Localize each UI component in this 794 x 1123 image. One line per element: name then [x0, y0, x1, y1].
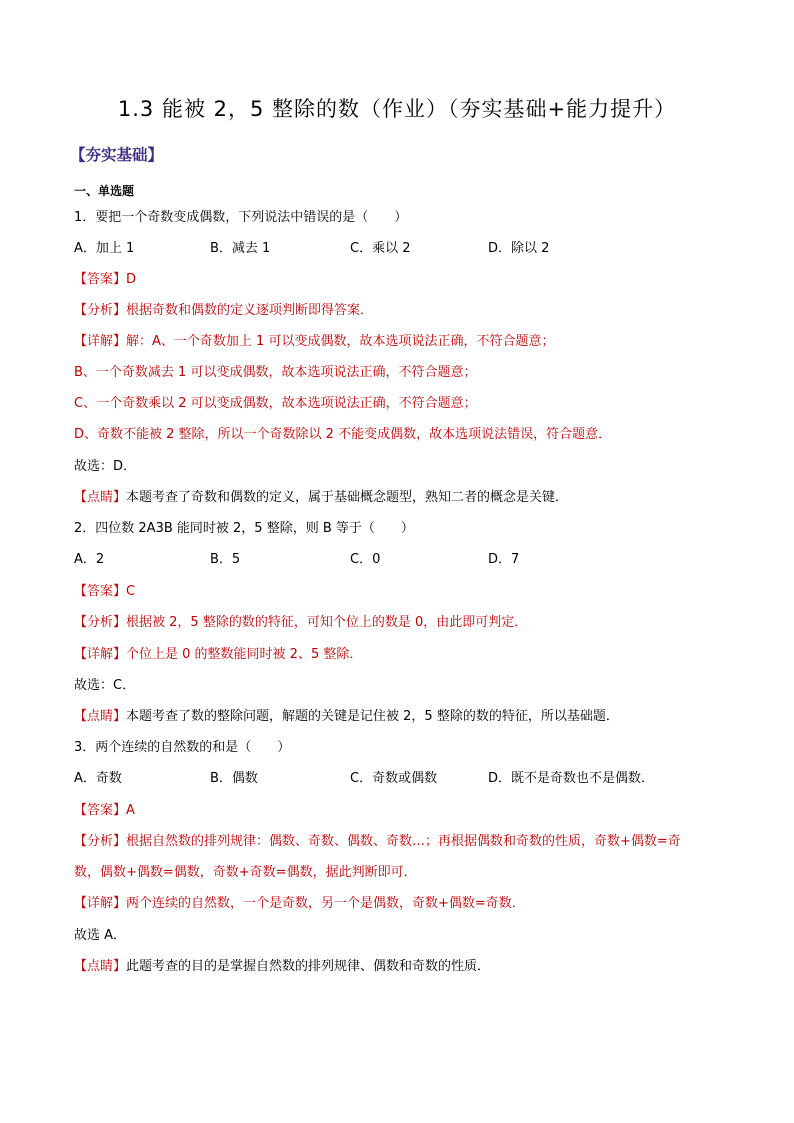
- comment-text: 本题考查了数的整除问题，解题的关键是记住被 2，5 整除的数的特征，所以基础题．: [126, 709, 619, 724]
- option-c: C．0: [350, 552, 381, 567]
- analysis-text: 根据奇数和偶数的定义逐项判断即得答案．: [126, 303, 374, 318]
- detail-line: [74, 643, 362, 662]
- analysis-line: [74, 611, 527, 630]
- question-stem: 3．两个连续的自然数的和是（ ）: [74, 740, 291, 755]
- answer-value: A: [126, 803, 135, 818]
- option-b: B．5: [210, 552, 241, 567]
- answer-tag: 【答案】: [74, 272, 127, 287]
- choice-line: 故选：C．: [74, 678, 136, 693]
- answer-line: [74, 799, 135, 818]
- detail-text: 解：A、一个奇数加上 1 可以变成偶数，故本选项说法正确，不符合题意；: [126, 334, 555, 349]
- detail-line: [74, 892, 525, 911]
- detail-line: B、一个奇数减去 1 可以变成偶数，故本选项说法正确，不符合题意；: [74, 365, 477, 380]
- detail-line: D、奇数不能被 2 整除，所以一个奇数除以 2 不能变成偶数，故本选项说法错误，符合题意．: [74, 427, 612, 442]
- section-heading: 【夯实基础】: [70, 146, 164, 164]
- option-c: C．奇数或偶数: [350, 771, 438, 786]
- comment-line: [74, 705, 619, 724]
- option-d: D．既不是奇数也不是偶数．: [488, 771, 655, 786]
- option-d: D．除以 2: [488, 241, 550, 256]
- answer-line: [74, 580, 135, 599]
- answer-value: D: [126, 272, 137, 287]
- analysis-line: [74, 299, 373, 318]
- comment-tag: 【点睛】: [74, 959, 127, 974]
- answer-tag: 【答案】: [74, 803, 127, 818]
- detail-line: [74, 330, 554, 349]
- comment-tag: 【点睛】: [74, 490, 127, 505]
- analysis-tag: 【分析】: [74, 834, 127, 849]
- answer-line: [74, 268, 136, 287]
- question-stem: 2．四位数 2A3B 能同时被 2，5 整除，则 B 等于（ ）: [74, 521, 414, 536]
- option-c: C．乘以 2: [350, 241, 411, 256]
- answer-tag: 【答案】: [74, 584, 127, 599]
- analysis-continuation: 数，偶数+偶数=偶数，奇数+奇数=偶数，据此判断即可．: [74, 865, 417, 880]
- detail-tag: 【详解】: [74, 896, 127, 911]
- analysis-tag: 【分析】: [74, 615, 127, 630]
- option-a: A．2: [74, 552, 105, 567]
- choice-line: 故选：D．: [74, 459, 137, 474]
- comment-text: 此题考查的目的是掌握自然数的排列规律、偶数和奇数的性质．: [126, 959, 491, 974]
- analysis-text: 根据自然数的排列规律：偶数、奇数、偶数、奇数…；再根据偶数和奇数的性质，奇数+偶数=奇: [126, 834, 681, 849]
- answer-value: C: [126, 584, 136, 599]
- option-a: A．奇数: [74, 771, 122, 786]
- detail-text: 个位上是 0 的整数能同时被 2、5 整除．: [126, 647, 363, 662]
- analysis-text: 根据被 2，5 整除的数的特征，可知个位上的数是 0，由此即可判定．: [126, 615, 528, 630]
- analysis-line: [74, 830, 681, 849]
- option-b: B．减去 1: [210, 241, 271, 256]
- option-a: A．加上 1: [74, 241, 135, 256]
- comment-line: [74, 955, 490, 974]
- comment-tag: 【点睛】: [74, 709, 127, 724]
- analysis-tag: 【分析】: [74, 303, 127, 318]
- detail-text: 两个连续的自然数，一个是奇数，另一个是偶数，奇数+偶数=奇数．: [126, 896, 525, 911]
- option-d: D．7: [488, 552, 520, 567]
- page-title: 1.3 能被 2，5 整除的数（作业）（夯实基础+能力提升）: [117, 97, 677, 121]
- detail-tag: 【详解】: [74, 647, 127, 662]
- comment-line: [74, 486, 568, 505]
- detail-line: C、一个奇数乘以 2 可以变成偶数，故本选项说法正确，不符合题意；: [74, 396, 477, 411]
- detail-tag: 【详解】: [74, 334, 127, 349]
- choice-line: 故选 A．: [74, 928, 127, 943]
- comment-text: 本题考查了奇数和偶数的定义，属于基础概念题型，熟知二者的概念是关键．: [126, 490, 569, 505]
- option-b: B．偶数: [210, 771, 258, 786]
- part-heading: 一、单选题: [74, 184, 135, 198]
- question-stem: 1．要把一个奇数变成偶数，下列说法中错误的是（ ）: [74, 210, 408, 225]
